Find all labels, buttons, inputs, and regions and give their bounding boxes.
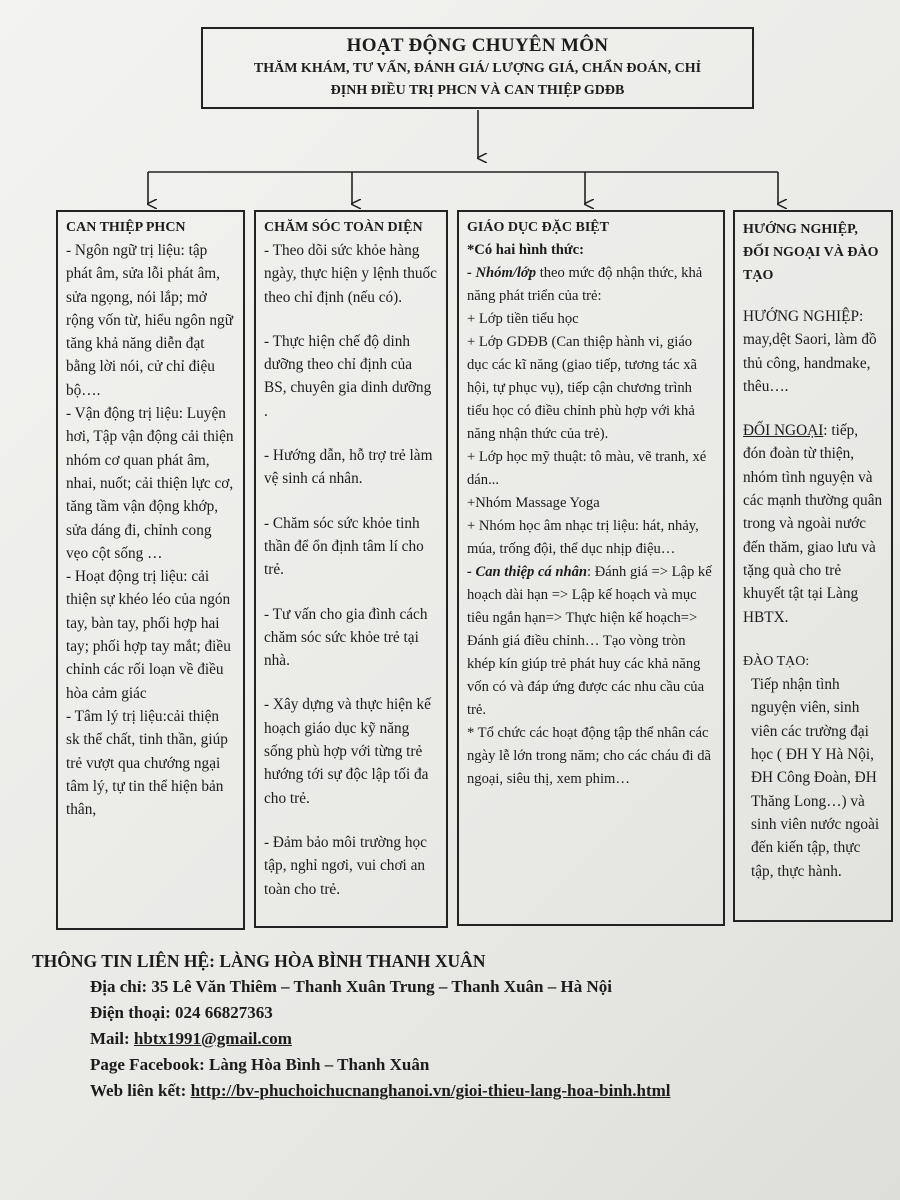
paragraph-theo-doi: - Theo dõi sức khỏe hàng ngày, thực hiện y lệnh thuốc theo chỉ định (nếu có). <box>264 242 437 306</box>
paragraph-huong-nghiep <box>743 305 883 398</box>
paragraph-nhom-lop <box>467 262 715 308</box>
paragraph-hoat-dong-tap-the: * Tổ chức các hoạt động tập thể nhân các ngày lễ lớn trong năm; cho các cháu đi dã ngoại, siêu thị, xem phim… <box>467 725 711 787</box>
paragraph-hoat-dong: - Hoạt động trị liệu: cải thiện sự khéo léo của ngón tay, bàn tay, phối hợp hai tay; phối hợp tay mắt; điều chỉnh các rối loạn về điều hòa cảm giác <box>66 568 231 702</box>
paragraph-dinh-duong: - Thực hiện chế độ dinh dưỡng theo chỉ định của BS, chuyên gia dinh dưỡng . <box>264 332 432 420</box>
item-am-nhac: + Nhóm học âm nhạc trị liệu: hát, nhảy, múa, trống đội, thể dục nhịp điệu… <box>467 518 699 557</box>
mail-label: Mail: <box>90 1029 134 1048</box>
paragraph-van-dong: - Vận động trị liệu: Luyện hơi, Tập vận động cải thiện nhóm cơ quan phát âm, nhai, nuốt; cải thiện lực cơ, tăng tầm vận động khớp, sửa dáng đi, chỉnh cong vẹo cột sống … <box>66 405 234 562</box>
paragraph-moi-truong: - Đảm bảo môi trường học tập, nghỉ ngơi, vui chơi an toàn cho trẻ. <box>264 833 427 898</box>
mail-link[interactable]: hbtx1991@gmail.com <box>133 1029 292 1048</box>
column-title: CHĂM SÓC TOÀN DIỆN <box>264 220 423 235</box>
paragraph-doi-ngoai <box>743 419 883 629</box>
column-title: HƯỚNG NGHIỆP, ĐỐI NGOẠI VÀ ĐÀO TẠO <box>743 222 879 283</box>
training-label: ĐÀO TẠO: <box>743 653 810 669</box>
contact-heading: THÔNG TIN LIÊN HỆ: LÀNG HÒA BÌNH THANH XUÂN <box>32 951 486 971</box>
outreach-label: ĐỐI NGOẠI <box>743 422 824 440</box>
column-cham-soc <box>254 210 448 928</box>
paragraph-ve-sinh: - Hướng dẫn, hỗ trợ trẻ làm vệ sinh cá nhân. <box>264 447 433 488</box>
group-label: - Nhóm/lớp <box>467 265 537 281</box>
paragraph-tinh-than: - Chăm sóc sức khỏe tinh thần để ổn định tâm lí cho trẻ. <box>264 514 424 579</box>
column-title: CAN THIỆP PHCN <box>66 220 186 235</box>
forms-heading: *Có hai hình thức: <box>467 242 585 258</box>
contact-web <box>32 1078 872 1104</box>
individual-text: : Đánh giá => Lập kế hoạch dài hạn => Lập kế hoạch và mục tiêu ngắn hạn=> Thực hiện kế hoạch=> Đánh giá điều chỉnh… Tạo vòng tròn khép kín giúp trẻ phát huy các khả năng vốn có và đáp ứng được các nhu cầu của trẻ. <box>467 564 712 718</box>
column-title: GIÁO DỤC ĐẶC BIỆT <box>467 220 609 235</box>
connector-arrows <box>0 0 900 220</box>
column-huong-nghiep <box>733 210 893 922</box>
column-can-thiep-phcn <box>56 210 245 930</box>
group-text: theo mức độ nhận thức, khả năng phát triển của trẻ: <box>467 265 703 304</box>
item-my-thuat: + Lớp học mỹ thuật: tô màu, vẽ tranh, xé dán... <box>467 449 707 488</box>
career-text: may,dệt Saori, làm đồ thủ công, handmake, thêu…. <box>743 331 877 395</box>
paragraph-can-thiep-ca-nhan <box>467 561 715 722</box>
contact-facebook: Page Facebook: Làng Hòa Bình – Thanh Xuân <box>90 1055 430 1074</box>
paragraph-ngon-ngu: - Ngôn ngữ trị liệu: tập phát âm, sửa lỗi phát âm, sửa ngọng, nói lắp; mở rộng vốn từ, hiểu ngôn ngữ tăng khả năng diễn đạt bằng lời nói, cử chỉ điệu bộ…. <box>66 242 233 399</box>
contact-phone: Điện thoại: 024 66827363 <box>90 1003 273 1022</box>
page-subtitle-line2: ĐỊNH ĐIỀU TRỊ PHCN VÀ CAN THIỆP GDĐB <box>330 83 625 98</box>
page-subtitle-line1: THĂM KHÁM, TƯ VẤN, ĐÁNH GIÁ/ LƯỢNG GIÁ, CHẨN ĐOÁN, CHỈ <box>253 61 702 76</box>
paragraph-ky-nang: - Xây dựng và thực hiện kế hoạch giáo dục kỹ năng sống phù hợp với từng trẻ hướng tới sự độc lập tối đa cho trẻ. <box>264 696 431 807</box>
paragraph-tam-ly: - Tâm lý trị liệu:cải thiện sk thể chất, tinh thần, giúp trẻ vượt qua chướng ngại tâm lý, tự tin thể hiện bản thân, <box>66 707 228 819</box>
page-title: HOẠT ĐỘNG CHUYÊN MÔN <box>346 35 609 56</box>
contact-address: Địa chỉ: 35 Lê Văn Thiêm – Thanh Xuân Trung – Thanh Xuân – Hà Nội <box>90 977 612 996</box>
individual-label: - Can thiệp cá nhân <box>467 564 588 580</box>
contact-mail <box>32 1026 872 1052</box>
contact-section <box>32 948 872 1104</box>
web-link[interactable]: http://bv-phuchoichucnanghanoi.vn/gioi-thieu-lang-hoa-binh.html <box>190 1081 671 1100</box>
training-text: Tiếp nhận tình nguyện viên, sinh viên các trường đại học ( ĐH Y Hà Nội, ĐH Công Đoàn, ĐH Thăng Long…) và sinh viên nước ngoài đến kiến tập, thực tập, thực hành. <box>751 676 880 880</box>
column-giao-duc <box>457 210 725 926</box>
paragraph-tu-van: - Tư vấn cho gia đình cách chăm sóc sức khỏe trẻ tại nhà. <box>264 605 428 670</box>
item-lop-gddb: + Lớp GDĐB (Can thiệp hành vi, giáo dục các kĩ năng (giao tiếp, tương tác xã hội, tự phục vụ), tiếp cận chương trình tiểu học có điều chỉnh phù hợp với khả năng nhận thức của trẻ). <box>467 334 697 442</box>
outreach-text: : tiếp, đón đoàn từ thiện, nhóm tình nguyện và các mạnh thường quân trong và ngoài nước đến thăm, giao lưu và tặng quà cho trẻ khuyết tật tại Làng HBTX. <box>743 422 883 626</box>
web-label: Web liên kết: <box>90 1081 191 1100</box>
career-label: HƯỚNG NGHIỆP: <box>743 308 864 325</box>
item-massage-yoga: +Nhóm Massage Yoga <box>467 495 600 511</box>
item-tien-tieu-hoc: + Lớp tiền tiểu học <box>467 311 579 327</box>
